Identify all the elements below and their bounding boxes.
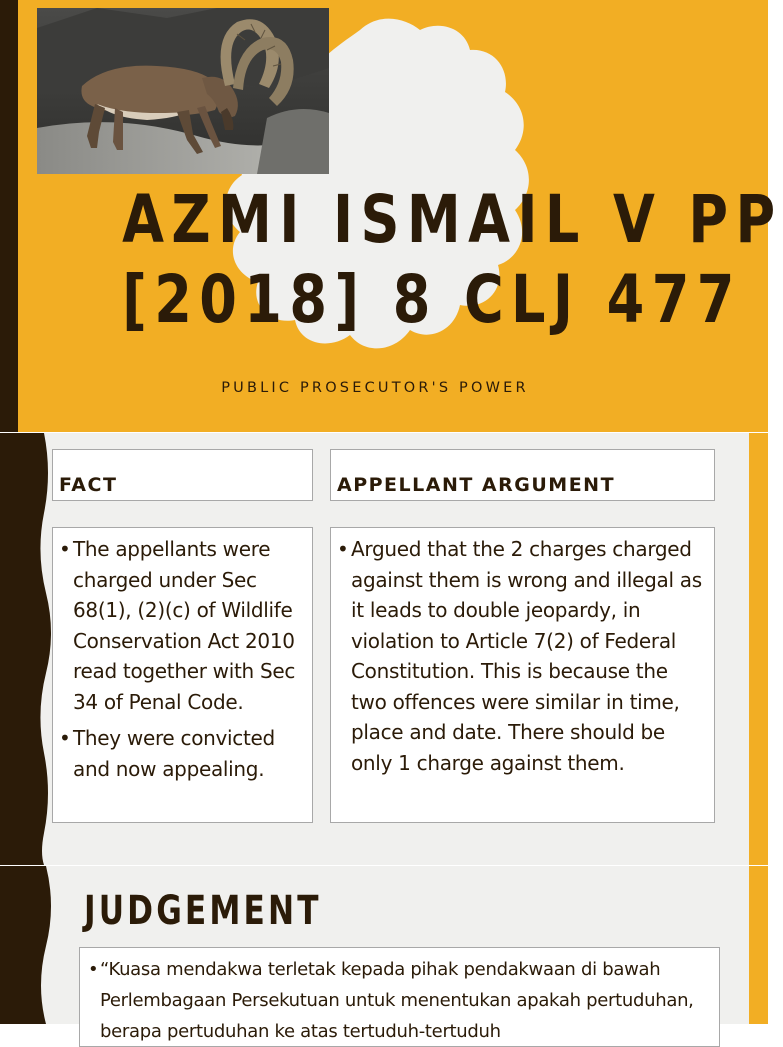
- appellant-heading-box: [330, 449, 715, 501]
- fact-heading-box: [52, 449, 313, 501]
- appellant-heading: APPELLANT ARGUMENT: [337, 474, 616, 496]
- right-accent-strip: [749, 866, 768, 1024]
- ibex-photo: [37, 8, 329, 174]
- fact-content-box: [52, 527, 313, 823]
- list-item: • They were convicted and now appealing.: [59, 723, 306, 784]
- title-line-1: AZMI ISMAIL V PP: [122, 181, 783, 258]
- title-slide: [0, 0, 783, 432]
- judgement-quote: • “Kuasa mendakwa terletak kepada pihak pendakwaan di bawah Perlembagaan Persekutuan untuk menentukan apakah pertuduhan, berapa pertuduhan ke atas tertuduh-tertuduh: [88, 954, 711, 1047]
- judgement-heading: JUDGEMENT: [84, 888, 322, 934]
- left-wavy-bar: [0, 866, 60, 1024]
- judgement-quote-box: [79, 947, 720, 1047]
- list-item: • The appellants were charged under Sec 68(1), (2)(c) of Wildlife Conservation Act 2010 read together with Sec 34 of Penal Code.: [59, 534, 306, 717]
- left-wavy-bar: [0, 433, 60, 865]
- facts-slide: [0, 433, 768, 865]
- fact-heading: FACT: [59, 474, 118, 496]
- slide-title: [122, 180, 783, 340]
- left-accent-bar: [0, 0, 18, 432]
- judgement-slide: [0, 866, 768, 1042]
- list-item: • Argued that the 2 charges charged against them is wrong and illegal as it leads to double jeopardy, in violation to Article 7(2) of Federal Constitution. This is because the two offences were similar in time, place and date. There should be only 1 charge against them.: [337, 534, 708, 778]
- fact-bullet-list: [53, 528, 312, 784]
- title-line-2: [2018] 8 CLJ 477: [122, 261, 742, 338]
- appellant-bullet-list: [331, 528, 714, 778]
- appellant-content-box: [330, 527, 715, 823]
- right-accent-strip: [749, 433, 768, 865]
- slide-subtitle: PUBLIC PROSECUTOR'S POWER: [221, 380, 529, 396]
